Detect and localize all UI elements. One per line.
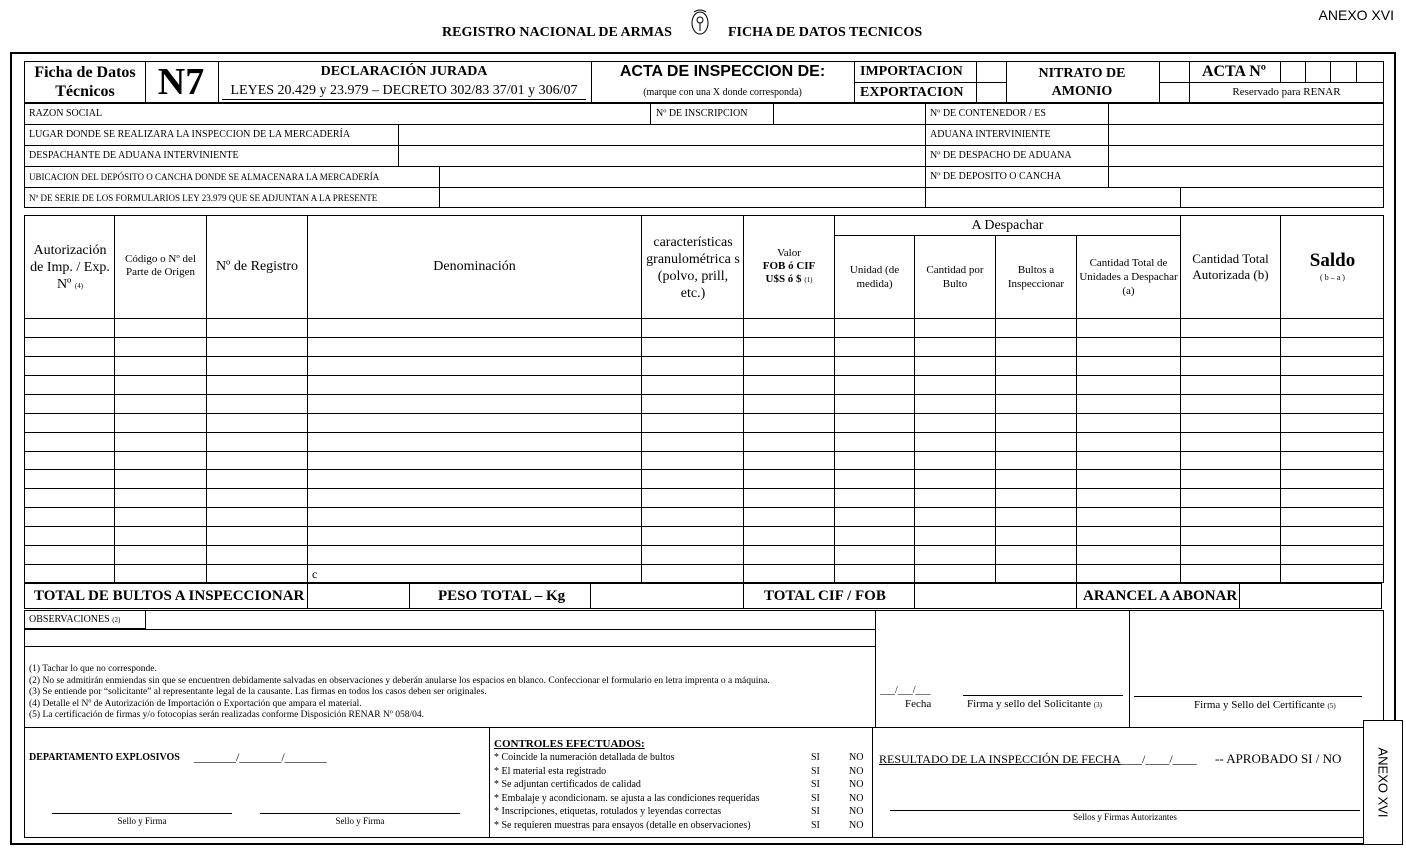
marque-instruction: (marque con una X donde corresponda) — [643, 87, 802, 98]
col-codigo: Código o Nº del Parte de Origen — [125, 253, 196, 278]
si-option[interactable]: SI — [811, 792, 820, 804]
control-item: * Embalaje y acondicionam. se ajusta a las condiciones requeridas SI NO — [494, 792, 869, 806]
sheet-title: FICHA DE DATOS TECNICOS — [728, 25, 923, 40]
despacho-field[interactable] — [1109, 146, 1383, 165]
col-cantidad-total-despachar: Cantidad Total de Unidades a Despachar (a) — [1079, 257, 1178, 297]
razon-social-label: RAZON SOCIAL — [29, 108, 103, 119]
control-item: * Se adjuntan certificados de calidad SI NO — [494, 778, 869, 792]
col-denominacion: Denominación — [433, 259, 516, 274]
control-item: * Coincide la numeración detallada de bultos SI NO — [494, 751, 869, 765]
peso-total-field[interactable] — [591, 584, 741, 608]
observaciones-label: OBSERVACIONES (2) — [29, 614, 121, 625]
departamento-label: DEPARTAMENTO EXPLOSIVOS — [29, 752, 180, 763]
registry-title: REGISTRO NACIONAL DE ARMAS — [442, 25, 672, 40]
laws-text: LEYES 20.429 y 23.979 – DECRETO 302/83 37/01 y 306/07 — [222, 83, 586, 100]
date-blanks[interactable]: ___/___/___ — [880, 685, 931, 696]
serie-label: Nº DE SERIE DE LOS FORMULARIOS LEY 23.979 QUE SE ADJUNTAN A LA PRESENTE — [29, 193, 378, 203]
si-option[interactable]: SI — [811, 765, 820, 777]
reservado-label: Reservado para RENAR — [1232, 86, 1341, 98]
controles-title: CONTROLES EFECTUADOS: — [494, 738, 645, 750]
serie-field[interactable] — [440, 188, 924, 207]
despachante-label: DESPACHANTE DE ADUANA INTERVINIENTE — [29, 150, 239, 161]
declaration-title: DECLARACIÓN JURADA — [320, 64, 488, 79]
acta-inspeccion-title: ACTA DE INSPECCION DE: — [619, 63, 826, 80]
inscripcion-label: Nº DE INSCRIPCION — [656, 108, 748, 119]
table-row — [24, 375, 1384, 376]
col-valor: Valor FOB ó CIF U$S ó $ (1) — [762, 247, 816, 285]
deposito-field[interactable] — [1109, 167, 1383, 186]
acta-no-label: ACTA Nº — [1201, 63, 1267, 80]
no-option[interactable]: NO — [849, 752, 864, 763]
arancel-field[interactable] — [1240, 584, 1381, 608]
ubicacion-label: UBICACION DEL DEPÓSITO O CANCHA DONDE SE ALMACENARA LA MERCADERÍA — [29, 172, 380, 182]
peso-total-label: PESO TOTAL – Kg — [438, 588, 566, 604]
sellos-autorizantes-label: Sellos y Firmas Autorizantes — [1073, 812, 1177, 822]
aprobado-label[interactable]: -- APROBADO SI / NO — [1215, 751, 1342, 766]
col-unidad: Unidad (de medida) — [849, 264, 900, 290]
footnote: (2) No se admitirán enmiendas sin que se encuentren debidamente salvadas en observaciones y deberán anularse los espacios en blanco. Confeccionar el formulario en letra imprenta o a máquina. — [29, 675, 770, 686]
contenedor-field[interactable] — [1109, 104, 1383, 123]
table-row — [24, 451, 1384, 452]
si-option[interactable]: SI — [811, 819, 820, 831]
no-option[interactable]: NO — [849, 765, 864, 777]
footnote: (5) La certificación de firmas y/o fotocopias serán realizadas conforme Disposición RENAR Nº 058/04. — [29, 710, 424, 720]
fecha-label: Fecha — [905, 698, 932, 710]
inscripcion-field[interactable] — [774, 104, 924, 123]
col-cantidad-total-autorizada: Cantidad Total Autorizada (b) — [1192, 251, 1269, 282]
table-row — [24, 469, 1384, 470]
si-option[interactable]: SI — [811, 752, 820, 763]
total-bultos-field[interactable] — [308, 584, 408, 608]
despacho-label: Nº DE DESPACHO DE ADUANA — [930, 150, 1072, 161]
control-item: * El material esta registrado SI NO — [494, 765, 869, 779]
control-item: * Inscripciones, etiquetas, rotulados y leyendas correctas SI NO — [494, 805, 869, 819]
col-saldo: Saldo — [1309, 250, 1356, 271]
col-saldo-sub: ( b – a ) — [1320, 273, 1345, 282]
controles-list — [494, 751, 869, 832]
footnote: (3) Se entiende por “solicitante” al representante legal de la causante. Las firmas en todos los casos deben ser originales. — [29, 687, 487, 697]
col-registro: Nº de Registro — [215, 259, 299, 274]
side-annex-label: ANEXO XVI — [1375, 747, 1391, 818]
ubicacion-field[interactable] — [440, 167, 924, 186]
aduana-label: ADUANA INTERVINIENTE — [930, 129, 1051, 140]
table-row — [24, 526, 1384, 527]
footnotes — [29, 664, 874, 722]
footnote: (1) Tachar lo que no corresponde. — [29, 664, 157, 674]
footnote: (4) Detalle el Nº de Autorización de Importación o Exportación que ampara el material. — [29, 698, 362, 709]
annex-label: ANEXO XVI — [1318, 7, 1394, 23]
observaciones-field[interactable] — [147, 611, 874, 628]
ficha-label: Ficha de Datos Técnicos — [34, 64, 136, 100]
no-option[interactable]: NO — [849, 819, 864, 831]
resultado-label: RESULTADO DE LA INSPECCIÓN DE FECHA — [879, 752, 1121, 766]
product-name: NITRATO DE AMONIO — [1038, 66, 1126, 99]
stray-mark: c — [312, 567, 318, 581]
table-row — [24, 507, 1384, 508]
table-row — [24, 413, 1384, 414]
resultado-date[interactable]: ____/____/____ — [1118, 752, 1197, 766]
sello2-label: Sello y Firma — [335, 816, 385, 826]
table-row — [24, 432, 1384, 433]
col-cantidad-bulto: Cantidad por Bulto — [926, 264, 984, 290]
col-autorizacion: Autorización de Imp. / Exp. Nº (4) — [30, 243, 110, 292]
table-row — [24, 337, 1384, 338]
lugar-field[interactable] — [399, 125, 924, 144]
table-row — [24, 545, 1384, 546]
arancel-label: ARANCEL A ABONAR — [1083, 588, 1238, 604]
exportacion-label: EXPORTACION — [860, 85, 964, 100]
departamento-date[interactable]: _______/_______/_______ — [194, 750, 327, 764]
no-option[interactable]: NO — [849, 779, 864, 790]
total-cif-fob-field[interactable] — [915, 584, 1075, 608]
lugar-label: LUGAR DONDE SE REALIZARA LA INSPECCION DE LA MERCADERÍA — [29, 129, 351, 140]
importacion-label: IMPORTACION — [860, 64, 963, 79]
col-bultos-inspeccionar: Bultos a Inspeccionar — [1007, 264, 1065, 290]
sello1-label: Sello y Firma — [117, 816, 167, 826]
emblem-icon — [690, 8, 710, 38]
control-item: * Se requieren muestras para ensayos (detalle en observaciones) SI NO — [494, 819, 869, 833]
table-row — [24, 394, 1384, 395]
si-option[interactable]: SI — [811, 806, 820, 817]
si-option[interactable]: SI — [811, 779, 820, 790]
despachante-field[interactable] — [399, 146, 924, 165]
table-row — [24, 564, 1384, 565]
table-row — [24, 488, 1384, 489]
no-option[interactable]: NO — [849, 792, 864, 804]
exportacion-checkbox[interactable] — [977, 83, 1005, 102]
total-bultos-label: TOTAL DE BULTOS A INSPECCIONAR — [34, 588, 305, 604]
deposito-label: Nº DE DEPOSITO O CANCHA — [930, 171, 1062, 182]
no-option[interactable]: NO — [849, 806, 864, 817]
a-despachar-header: A Despachar — [971, 218, 1044, 233]
contenedor-label: Nº DE CONTENEDOR / ES — [930, 108, 1046, 119]
solicitante-label: Firma y sello del Solicitante (3) — [967, 698, 1102, 710]
col-caracteristicas: características granulométrica s (polvo, prill, etc.) — [646, 235, 740, 301]
certificante-label: Firma y Sello del Certificante (5) — [1194, 699, 1336, 711]
table-row — [24, 356, 1384, 357]
razon-social-field[interactable] — [120, 104, 648, 123]
importacion-checkbox[interactable] — [977, 62, 1005, 81]
aduana-field[interactable] — [1109, 125, 1383, 144]
total-cif-fob-label: TOTAL CIF / FOB — [764, 588, 886, 604]
form-code: N7 — [157, 61, 205, 103]
